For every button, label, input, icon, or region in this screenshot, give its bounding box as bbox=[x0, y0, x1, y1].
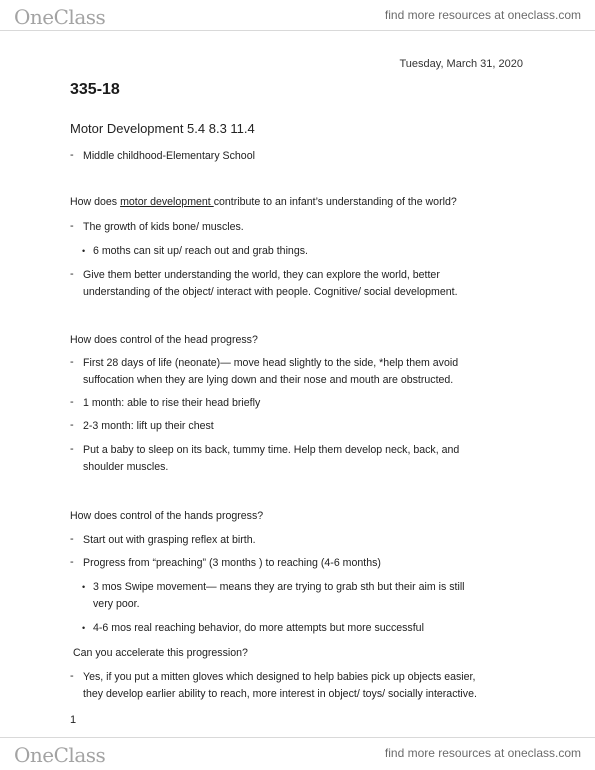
bullet-marker: • bbox=[82, 246, 86, 256]
oneclass-logo[interactable] bbox=[14, 743, 105, 767]
list-item-continued: they develop earlier ability to reach, more interest in object/ toys/ socially interactive. bbox=[83, 688, 477, 700]
dash-marker: - bbox=[70, 533, 74, 545]
find-resources-link[interactable]: find more resources at oneclass.com bbox=[384, 8, 581, 22]
sub-list-item: 3 mos Swipe movement— means they are trying to grab sth but their aim is still bbox=[93, 581, 465, 593]
page-footer bbox=[0, 738, 595, 768]
find-resources-link[interactable]: find more resources at oneclass.com bbox=[384, 746, 581, 760]
dash-marker: - bbox=[70, 396, 74, 408]
sub-list-item: 4-6 mos real reaching behavior, do more attempts but more successful bbox=[93, 622, 424, 634]
list-item: Progress from “preaching” (3 months ) to reaching (4-6 months) bbox=[83, 557, 381, 569]
sub-list-item: 6 moths can sit up/ reach out and grab things. bbox=[93, 245, 308, 257]
list-item: First 28 days of life (neonate)— move head slightly to the side, *help them avoid bbox=[83, 357, 459, 369]
bullet-marker: • bbox=[82, 623, 86, 633]
list-item: Put a baby to sleep on its back, tummy time. Help them develop neck, back, and bbox=[83, 444, 460, 456]
dash-marker: - bbox=[70, 268, 74, 280]
list-item: Start out with grasping reflex at birth. bbox=[83, 534, 256, 546]
page-number: 1 bbox=[70, 714, 77, 726]
document-subtitle: Motor Development 5.4 8.3 11.4 bbox=[70, 121, 255, 136]
sub-list-item-continued: very poor. bbox=[93, 598, 140, 610]
list-item-continued: shoulder muscles. bbox=[83, 461, 169, 473]
dash-marker: - bbox=[70, 670, 74, 682]
dash-marker: - bbox=[70, 356, 74, 368]
list-item: Yes, if you put a mitten gloves which designed to help babies pick up objects easier, bbox=[83, 671, 476, 683]
bullet-marker: • bbox=[82, 582, 86, 592]
dash-marker: - bbox=[70, 556, 74, 568]
list-item: 2-3 month: lift up their chest bbox=[83, 420, 214, 432]
dash-marker: - bbox=[70, 149, 74, 161]
intro-item: Middle childhood-Elementary School bbox=[83, 150, 255, 162]
oneclass-logo[interactable] bbox=[14, 5, 105, 29]
list-item: Give them better understanding the world, they can explore the world, better bbox=[83, 269, 440, 281]
list-item-continued: suffocation when they are lying down and their nose and mouth are obstructed. bbox=[83, 374, 454, 386]
logo-text: OneClass bbox=[14, 5, 106, 29]
logo-text: OneClass bbox=[14, 743, 106, 767]
question-head-control: How does control of the head progress? bbox=[70, 334, 258, 346]
question-acceleration: Can you accelerate this progression? bbox=[73, 647, 248, 659]
list-item-continued: understanding of the object/ interact with people. Cognitive/ social development. bbox=[83, 286, 458, 298]
question-hand-control: How does control of the hands progress? bbox=[70, 510, 264, 522]
document-date: Tuesday, March 31, 2020 bbox=[399, 58, 523, 70]
page-header bbox=[0, 0, 595, 30]
question-motor-development: How does motor development contribute to an infant’s understanding of the world? bbox=[70, 196, 457, 208]
list-item: The growth of kids bone/ muscles. bbox=[83, 221, 244, 233]
dash-marker: - bbox=[70, 419, 74, 431]
document-title: 335-18 bbox=[70, 81, 120, 98]
dash-marker: - bbox=[70, 443, 74, 455]
dash-marker: - bbox=[70, 220, 74, 232]
list-item: 1 month: able to rise their head briefly bbox=[83, 397, 261, 409]
underlined-phrase: motor development bbox=[120, 196, 214, 208]
header-divider bbox=[0, 30, 595, 31]
